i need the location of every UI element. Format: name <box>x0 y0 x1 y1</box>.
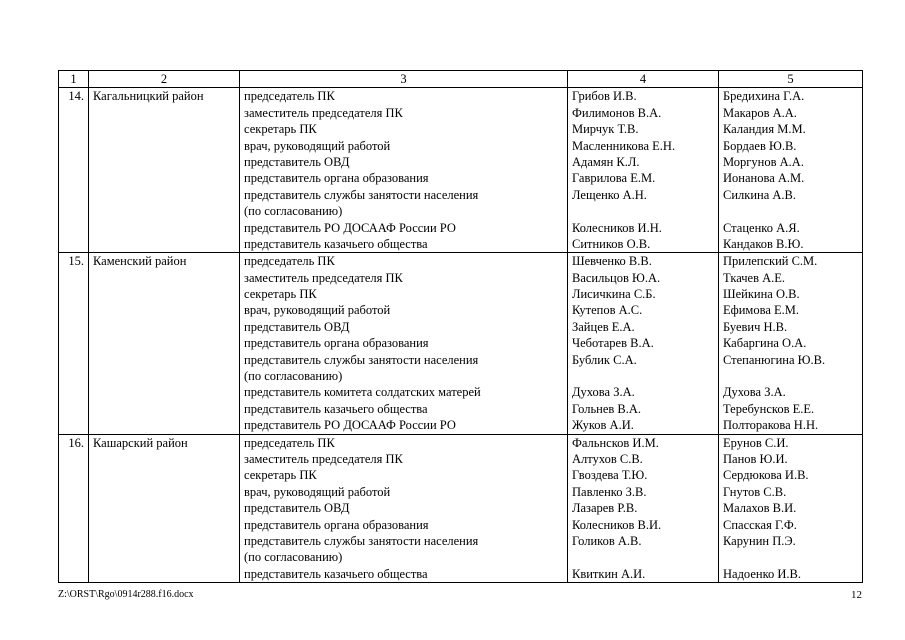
reserve-member: Степанюгина Ю.В. <box>723 352 826 367</box>
member-role: представитель РО ДОСААФ России РО <box>244 220 456 235</box>
primary-member <box>572 368 714 384</box>
reserve-member: Ткачев А.Е. <box>723 270 786 285</box>
table-header-row <box>59 71 863 88</box>
primary-member-cell <box>568 434 719 583</box>
primary-member: Бублик С.А. <box>572 352 637 367</box>
member-role: представитель казачьего общества <box>244 236 428 251</box>
reserve-member: Каландия М.М. <box>723 122 806 137</box>
row-number: 15. <box>59 253 89 434</box>
primary-member: Ситников О.В. <box>572 236 651 251</box>
reserve-member: Надоенко И.В. <box>723 566 802 581</box>
reserve-member: Ионанова А.М. <box>723 171 805 186</box>
table-body <box>59 88 863 583</box>
member-role: председатель ПК <box>244 435 335 450</box>
reserve-member: Бредихина Г.А. <box>723 89 805 104</box>
reserve-member: Моргунов А.А. <box>723 154 804 169</box>
primary-member: Грибов И.В. <box>572 89 637 104</box>
primary-member: Зайцев Е.А. <box>572 319 635 334</box>
member-role: представитель службы занятости населения <box>244 352 479 367</box>
primary-member: Лещенко А.Н. <box>572 187 647 202</box>
primary-member: Алтухов С.В. <box>572 452 643 466</box>
member-role: представитель службы занятости населения <box>244 533 479 548</box>
header-col-2: 2 <box>89 71 240 88</box>
header-col-3: 3 <box>240 71 568 88</box>
primary-member: Фальнсков И.М. <box>572 435 659 450</box>
member-role: (по согласованию) <box>244 369 343 384</box>
row-number: 14. <box>59 88 89 253</box>
member-role: представитель казачьего общества <box>244 566 428 581</box>
district-name: Кагальницкий район <box>89 88 240 253</box>
primary-member: Лисичкина С.Б. <box>572 287 656 302</box>
primary-member: Гаврилова Е.М. <box>572 171 656 186</box>
reserve-member-cell <box>719 434 863 583</box>
primary-member: Квиткин А.И. <box>572 566 646 581</box>
member-role: представитель ОВД <box>244 319 350 334</box>
member-role: представитель ОВД <box>244 154 350 169</box>
reserve-member: Спасская Г.Ф. <box>723 517 797 532</box>
table-row <box>59 253 863 434</box>
member-role: врач, руководящий работой <box>244 303 391 318</box>
reserve-member: Шейкина О.В. <box>723 287 800 302</box>
primary-member: Лазарев Р.В. <box>572 501 638 516</box>
member-role: (по согласованию) <box>244 204 343 219</box>
reserve-member: Духова З.А. <box>723 385 786 400</box>
table-row <box>59 434 863 583</box>
primary-member: Голиков А.В. <box>572 533 642 548</box>
member-role-cell <box>240 253 568 434</box>
row-number: 16. <box>59 434 89 583</box>
reserve-member: Ефимова Е.М. <box>723 303 799 318</box>
member-role: заместитель председателя ПК <box>244 270 403 285</box>
reserve-member: Бордаев Ю.В. <box>723 138 797 153</box>
district-name: Кашарский район <box>89 434 240 583</box>
reserve-member: Буевич Н.В. <box>723 319 788 334</box>
reserve-member-cell <box>719 88 863 253</box>
member-role: врач, руководящий работой <box>244 138 391 153</box>
member-role: представитель органа образования <box>244 517 429 532</box>
reserve-member: Полторакова Н.Н. <box>723 418 819 433</box>
primary-member: Филимонов В.А. <box>572 105 662 120</box>
reserve-member: Силкина А.В. <box>723 187 797 202</box>
reserve-member: Кабаргина О.А. <box>723 336 807 351</box>
primary-member: Чеботарев В.А. <box>572 336 654 351</box>
primary-member: Гольнев В.А. <box>572 401 642 416</box>
reserve-member: Стаценко А.Я. <box>723 220 800 235</box>
member-role: врач, руководящий работой <box>244 484 391 499</box>
reserve-member: Сердюкова И.В. <box>723 468 809 483</box>
footer-page-number: 12 <box>851 589 862 601</box>
reserve-member <box>723 203 858 219</box>
primary-member: Кутепов А.С. <box>572 303 643 318</box>
member-role: представитель органа образования <box>244 171 429 186</box>
reserve-member: Кандаков В.Ю. <box>723 236 804 251</box>
member-role: председатель ПК <box>244 254 335 269</box>
reserve-member: Макаров А.А. <box>723 105 797 120</box>
member-role: секретарь ПК <box>244 468 317 483</box>
member-role: представитель казачьего общества <box>244 401 428 416</box>
header-col-1: 1 <box>59 71 89 88</box>
district-name: Каменский район <box>89 253 240 434</box>
reserve-member: Гнутов С.В. <box>723 484 787 499</box>
footer-file-path: Z:\ORST\Rgo\0914r288.f16.docx <box>58 589 194 600</box>
member-role: представитель ОВД <box>244 501 350 516</box>
member-role: представитель органа образования <box>244 336 429 351</box>
primary-member-cell <box>568 253 719 434</box>
reserve-member: Ерунов С.И. <box>723 435 789 450</box>
primary-member-cell <box>568 88 719 253</box>
member-role: представитель комитета солдатских матерей <box>244 385 481 400</box>
reserve-member <box>723 368 858 384</box>
primary-member: Павленко З.В. <box>572 484 647 499</box>
member-role-cell <box>240 88 568 253</box>
reserve-member-cell <box>719 253 863 434</box>
reserve-member: Малахов В.И. <box>723 501 797 516</box>
primary-member: Адамян К.Л. <box>572 154 640 169</box>
table-row <box>59 88 863 253</box>
primary-member: Масленникова Е.Н. <box>572 138 676 153</box>
primary-member <box>572 203 714 219</box>
member-role: секретарь ПК <box>244 122 317 137</box>
header-col-4: 4 <box>568 71 719 88</box>
primary-member: Колесников И.Н. <box>572 220 662 235</box>
header-col-5: 5 <box>719 71 863 88</box>
member-role: заместитель председателя ПК <box>244 452 403 466</box>
member-role-cell <box>240 434 568 583</box>
commission-table <box>58 70 863 583</box>
reserve-member: Прилепский С.М. <box>723 254 818 269</box>
primary-member: Мирчук Т.В. <box>572 122 639 137</box>
primary-member: Гвоздева Т.Ю. <box>572 468 648 483</box>
member-role: секретарь ПК <box>244 287 317 302</box>
reserve-member: Теребунсков Е.Е. <box>723 401 815 416</box>
member-role: председатель ПК <box>244 89 335 104</box>
reserve-member: Карунин П.Э. <box>723 533 796 548</box>
member-role: заместитель председателя ПК <box>244 105 403 120</box>
member-role: представитель службы занятости населения <box>244 187 479 202</box>
primary-member: Жуков А.И. <box>572 418 634 433</box>
member-role: представитель РО ДОСААФ России РО <box>244 418 456 433</box>
primary-member: Шевченко В.В. <box>572 254 652 269</box>
primary-member <box>572 549 714 565</box>
primary-member: Духова З.А. <box>572 385 635 400</box>
reserve-member: Панов Ю.И. <box>723 452 788 466</box>
member-role: (по согласованию) <box>244 550 343 565</box>
reserve-member <box>723 549 858 565</box>
primary-member: Васильцов Ю.А. <box>572 270 661 285</box>
primary-member: Колесников В.И. <box>572 517 662 532</box>
